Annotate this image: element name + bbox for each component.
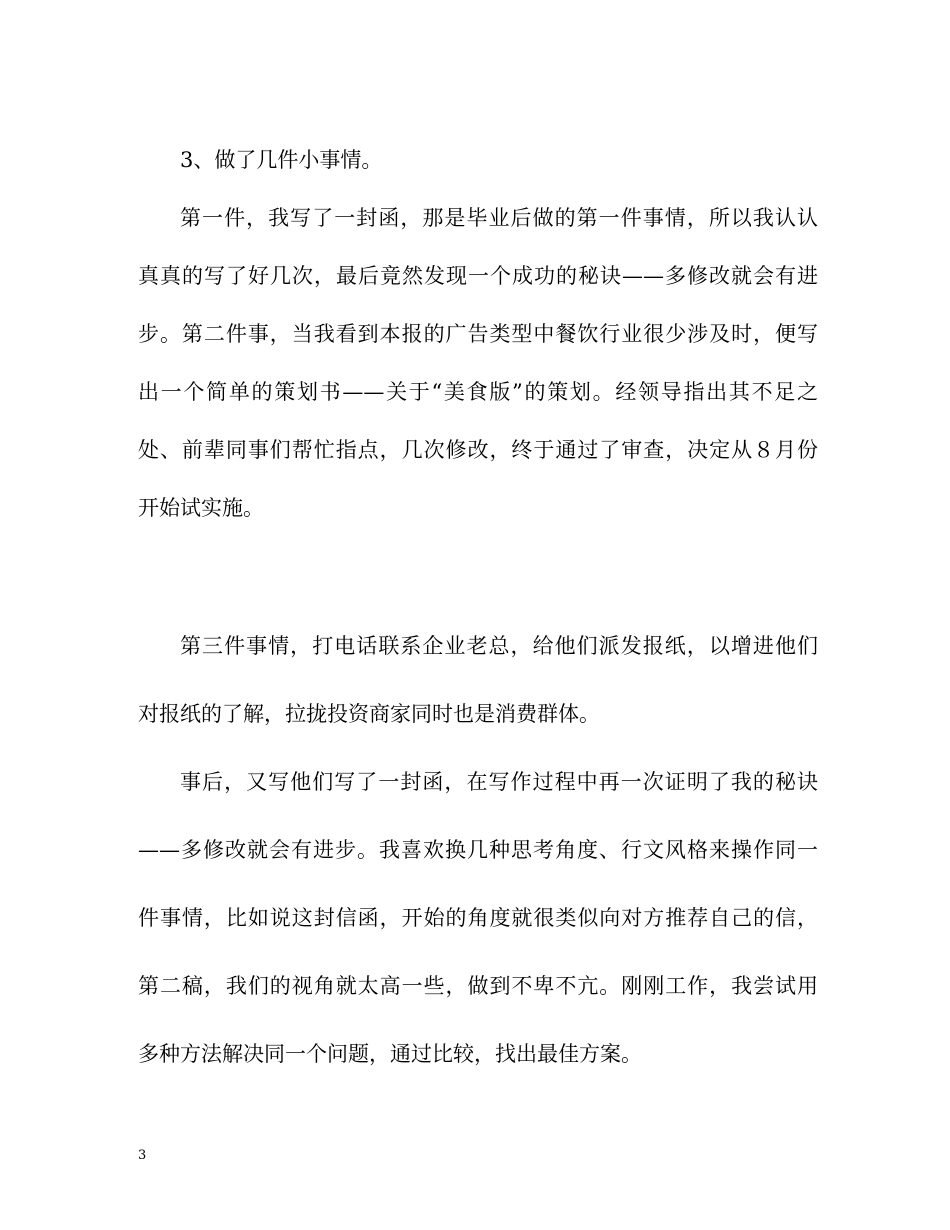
paragraph-line: 真真的写了好几次，最后竟然发现一个成功的秘诀——多修改就会有进 bbox=[138, 264, 818, 288]
paragraph-line: 件事情，比如说这封信函，开始的角度就很类似向对方推荐自己的信， bbox=[138, 906, 818, 930]
paragraph-line: 第一件，我写了一封函，那是毕业后做的第一件事情，所以我认认 bbox=[180, 206, 818, 230]
paragraph-line: 3、做了几件小事情。 bbox=[180, 148, 383, 172]
paragraph-line: 第三件事情，打电话联系企业老总，给他们派发报纸，以增进他们 bbox=[180, 634, 818, 658]
paragraph-line: 处、前辈同事们帮忙指点，几次修改，终于通过了审查，决定从８月份 bbox=[138, 438, 818, 462]
paragraph-line: ——多修改就会有进步。我喜欢换几种思考角度、行文风格来操作同一 bbox=[138, 838, 818, 862]
paragraph-line: 步。第二件事，当我看到本报的广告类型中餐饮行业很少涉及时，便写 bbox=[138, 322, 818, 346]
paragraph-line: 事后，又写他们写了一封函，在写作过程中再一次证明了我的秘诀 bbox=[180, 770, 818, 794]
paragraph-line: 第二稿，我们的视角就太高一些，做到不卑不亢。刚刚工作，我尝试用 bbox=[138, 974, 818, 998]
paragraph-line: 多种方法解决同一个问题，通过比较，找出最佳方案。 bbox=[138, 1042, 642, 1066]
paragraph-line: 对报纸的了解，拉拢投资商家同时也是消费群体。 bbox=[138, 702, 600, 726]
page-number: 3 bbox=[138, 1148, 147, 1163]
paragraph-line: 出一个简单的策划书——关于“美食版”的策划。经领导指出其不足之 bbox=[138, 380, 818, 404]
paragraph-line: 开始试实施。 bbox=[138, 496, 264, 520]
